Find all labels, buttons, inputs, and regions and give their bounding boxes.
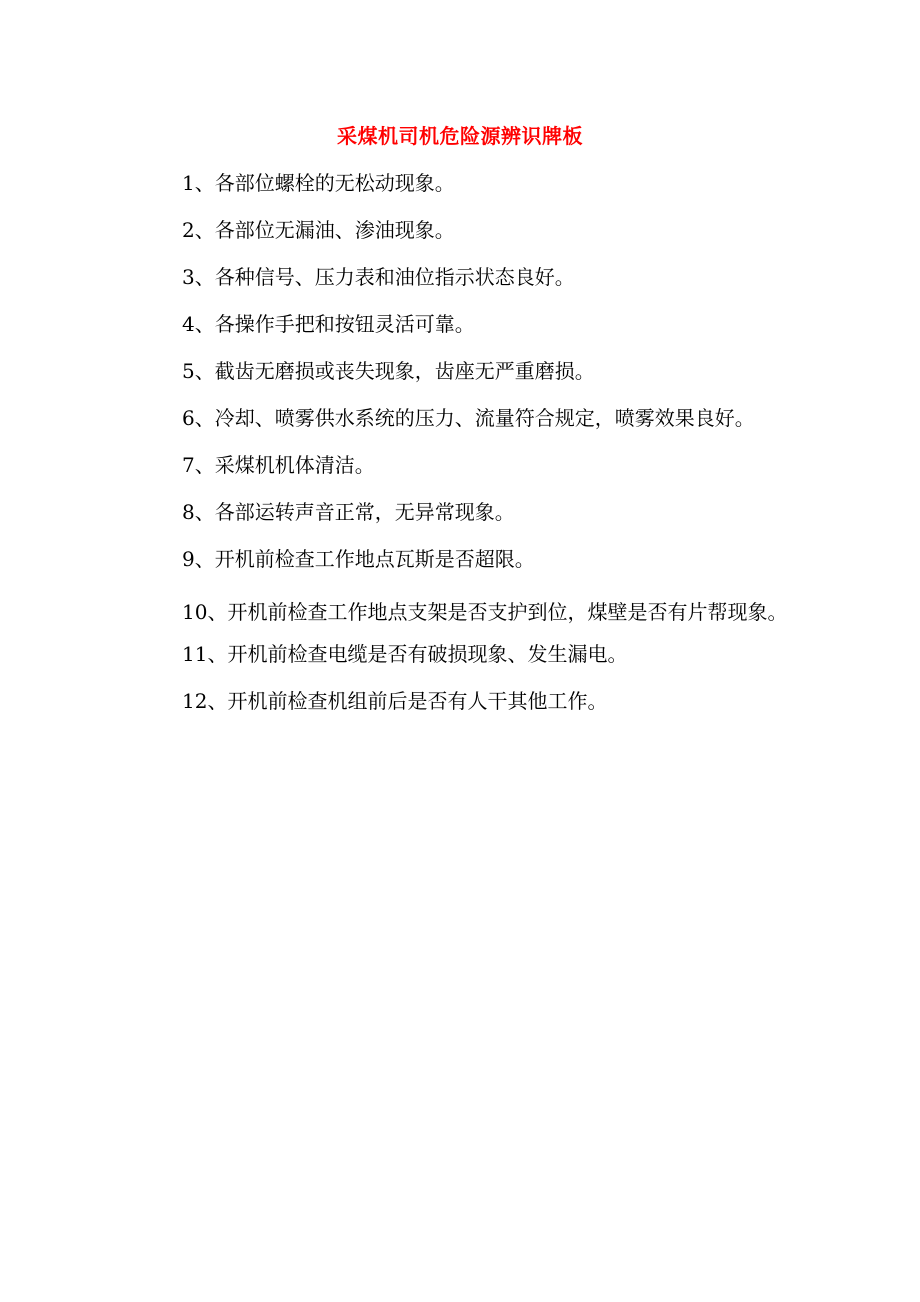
checklist-item-3: 3、各种信号、压力表和油位指示状态良好。 [182,265,575,289]
checklist-item-10: 10、开机前检查工作地点支架是否支护到位，煤壁是否有片帮现象。 [182,600,788,624]
checklist-item-7: 7、采煤机机体清洁。 [182,453,375,477]
hazard-checklist [141,166,791,731]
document-title: 采煤机司机危险源辨识牌板 [337,124,583,148]
checklist-item-11: 11、开机前检查电缆是否有破损现象、发生漏电。 [182,642,628,666]
checklist-item-12: 12、开机前检查机组前后是否有人干其他工作。 [182,689,608,713]
checklist-item-9: 9、开机前检查工作地点瓦斯是否超限。 [182,547,535,571]
checklist-item-2: 2、各部位无漏油、渗油现象。 [182,218,455,242]
checklist-item-8: 8、各部运转声音正常，无异常现象。 [182,500,515,524]
checklist-item-4: 4、各操作手把和按钮灵活可靠。 [182,312,475,336]
checklist-item-6: 6、冷却、喷雾供水系统的压力、流量符合规定，喷雾效果良好。 [182,406,755,430]
checklist-item-1: 1、各部位螺栓的无松动现象。 [182,171,455,195]
checklist-item-5: 5、截齿无磨损或丧失现象，齿座无严重磨损。 [182,359,595,383]
